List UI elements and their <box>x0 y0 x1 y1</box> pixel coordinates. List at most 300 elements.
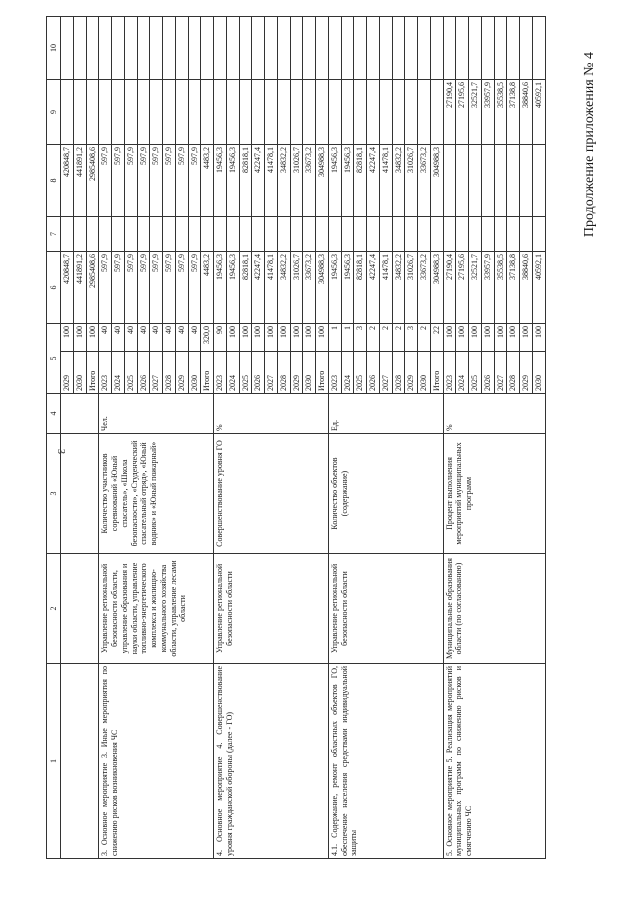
row-amount: 42247,4 <box>252 252 265 324</box>
row-amount <box>99 80 112 145</box>
row-amount <box>481 145 494 217</box>
row-amount <box>354 17 367 80</box>
row-amount <box>316 17 329 80</box>
row-year: 2029 <box>290 352 303 394</box>
row-amount <box>112 17 125 80</box>
row-year: 2029 <box>405 352 418 394</box>
row-year: 2027 <box>150 352 163 394</box>
row-value: 40 <box>163 324 176 352</box>
row-amount <box>303 17 316 80</box>
row-amount <box>443 145 456 217</box>
row-year: 2029 <box>61 352 74 394</box>
row-amount <box>290 80 303 145</box>
row-amount: 19456,3 <box>341 252 354 324</box>
row-amount <box>214 80 227 145</box>
row-amount <box>137 80 150 145</box>
row-year: 2030 <box>532 352 545 394</box>
row-amount <box>137 17 150 80</box>
unit: % <box>443 394 545 434</box>
row-year: 2023 <box>99 352 112 394</box>
table-row <box>328 17 341 859</box>
row-value: 100 <box>469 324 482 352</box>
row-amount: 42247,4 <box>367 145 380 217</box>
row-amount <box>532 145 545 217</box>
executor: Управление региональной безопасности области, управление образования и науки области, управление топливно-энергетического комплекса и жилищно-коммунального хозяйства области, управление лесами области <box>99 554 214 664</box>
row-amount: 32521,7 <box>469 80 482 145</box>
header-cell: 4 <box>47 394 61 434</box>
row-amount: 597,9 <box>124 145 137 217</box>
table-row <box>61 17 74 859</box>
row-amount <box>456 217 469 252</box>
row-amount <box>226 17 239 80</box>
row-amount <box>328 17 341 80</box>
row-amount: 31026,7 <box>290 252 303 324</box>
row-amount <box>443 17 456 80</box>
row-year: 2026 <box>367 352 380 394</box>
row-amount: 597,9 <box>137 145 150 217</box>
row-amount <box>481 217 494 252</box>
row-amount <box>418 80 431 145</box>
row-year: 2024 <box>226 352 239 394</box>
row-amount <box>226 80 239 145</box>
row-amount: 82818,1 <box>354 145 367 217</box>
row-amount <box>150 217 163 252</box>
header-cell: 8 <box>47 145 61 217</box>
row-amount: 304988,3 <box>316 145 329 217</box>
row-amount <box>316 80 329 145</box>
header-cell: 7 <box>47 217 61 252</box>
row-amount: 82818,1 <box>239 145 252 217</box>
row-value: 100 <box>520 324 533 352</box>
row-amount <box>61 217 74 252</box>
row-amount: 19456,3 <box>214 252 227 324</box>
row-amount <box>239 17 252 80</box>
row-amount: 34832,2 <box>277 145 290 217</box>
row-amount: 41478,1 <box>379 252 392 324</box>
row-amount: 19456,3 <box>328 145 341 217</box>
row-value: 3 <box>354 324 367 352</box>
row-amount: 35538,5 <box>494 80 507 145</box>
row-amount <box>392 217 405 252</box>
row-value: 100 <box>252 324 265 352</box>
row-amount: 2985408,6 <box>86 145 99 217</box>
row-value: 1 <box>328 324 341 352</box>
row-year: 2025 <box>239 352 252 394</box>
row-amount <box>86 17 99 80</box>
row-year: 2023 <box>214 352 227 394</box>
row-amount: 40592,1 <box>532 80 545 145</box>
row-amount: 82818,1 <box>354 252 367 324</box>
row-amount <box>520 217 533 252</box>
row-year: 2028 <box>507 352 520 394</box>
row-amount: 35538,5 <box>494 252 507 324</box>
row-year: 2027 <box>265 352 278 394</box>
row-amount <box>163 80 176 145</box>
row-amount: 32521,7 <box>469 252 482 324</box>
row-amount: 4483,2 <box>201 145 214 217</box>
row-year: 2024 <box>456 352 469 394</box>
row-amount: 33673,2 <box>303 252 316 324</box>
row-amount <box>124 80 137 145</box>
table-row <box>99 17 112 859</box>
row-year: 2026 <box>137 352 150 394</box>
row-amount <box>392 80 405 145</box>
row-amount: 31026,7 <box>405 252 418 324</box>
table-row <box>443 17 456 859</box>
row-year: 2030 <box>188 352 201 394</box>
row-value: 100 <box>316 324 329 352</box>
row-amount: 34832,2 <box>392 252 405 324</box>
row-value: 100 <box>73 324 86 352</box>
row-amount: 33673,2 <box>303 145 316 217</box>
row-amount <box>392 17 405 80</box>
row-value: 40 <box>124 324 137 352</box>
row-amount: 597,9 <box>99 145 112 217</box>
row-amount <box>328 80 341 145</box>
row-amount: 2985408,6 <box>86 252 99 324</box>
row-amount: 31026,7 <box>290 145 303 217</box>
row-amount <box>405 217 418 252</box>
row-value: 22 <box>430 324 443 352</box>
row-value: 100 <box>290 324 303 352</box>
row-amount: 420848,7 <box>61 145 74 217</box>
row-amount: 41478,1 <box>265 145 278 217</box>
row-value: 100 <box>494 324 507 352</box>
row-amount: 597,9 <box>124 252 137 324</box>
row-amount: 33673,2 <box>418 145 431 217</box>
row-amount <box>367 80 380 145</box>
row-amount: 27195,6 <box>456 252 469 324</box>
row-amount <box>265 17 278 80</box>
row-amount <box>354 80 367 145</box>
row-amount: 19456,3 <box>226 145 239 217</box>
row-year: 2028 <box>392 352 405 394</box>
row-amount <box>163 17 176 80</box>
row-year: 2023 <box>443 352 456 394</box>
row-amount <box>99 217 112 252</box>
row-year: 2029 <box>175 352 188 394</box>
row-year: 2027 <box>494 352 507 394</box>
row-amount: 597,9 <box>188 145 201 217</box>
row-amount: 37138,8 <box>507 252 520 324</box>
header-cell: 2 <box>47 554 61 664</box>
row-year: 2025 <box>354 352 367 394</box>
row-amount <box>469 145 482 217</box>
row-amount <box>124 17 137 80</box>
row-year: 2023 <box>328 352 341 394</box>
row-amount: 40592,1 <box>532 252 545 324</box>
row-amount <box>277 17 290 80</box>
row-amount <box>188 80 201 145</box>
row-amount <box>175 17 188 80</box>
row-amount: 441891,2 <box>73 252 86 324</box>
blank-cell <box>61 434 99 554</box>
row-amount <box>481 17 494 80</box>
row-value: 2 <box>418 324 431 352</box>
row-value: 40 <box>175 324 188 352</box>
row-amount <box>99 17 112 80</box>
row-amount <box>418 217 431 252</box>
row-amount <box>328 217 341 252</box>
row-year: 2030 <box>303 352 316 394</box>
row-amount: 41478,1 <box>265 252 278 324</box>
row-amount: 304988,3 <box>430 145 443 217</box>
header-cell: 9 <box>47 80 61 145</box>
row-amount <box>354 217 367 252</box>
activity-name: 4.1. Содержание, ремонт областных объектов ГО, обеспечение населения средствами индивидуальной защиты <box>328 664 443 859</box>
header-cell: 5 <box>47 324 61 394</box>
row-amount <box>214 217 227 252</box>
unit: Чел. <box>99 394 214 434</box>
row-value: 100 <box>277 324 290 352</box>
page-number: 3 <box>55 449 66 454</box>
row-amount <box>520 17 533 80</box>
row-amount <box>341 80 354 145</box>
row-amount <box>188 217 201 252</box>
row-year: 2026 <box>481 352 494 394</box>
row-year: 2027 <box>379 352 392 394</box>
row-year: 2030 <box>73 352 86 394</box>
blank-cell <box>61 554 99 664</box>
row-year: Итого <box>201 352 214 394</box>
row-value: 100 <box>481 324 494 352</box>
row-amount: 27195,6 <box>456 80 469 145</box>
header-cell: 6 <box>47 252 61 324</box>
row-amount <box>112 217 125 252</box>
row-amount: 597,9 <box>163 252 176 324</box>
row-amount <box>61 17 74 80</box>
row-amount: 441891,2 <box>73 145 86 217</box>
row-amount <box>430 80 443 145</box>
row-amount <box>469 17 482 80</box>
row-amount <box>405 80 418 145</box>
row-amount <box>201 17 214 80</box>
row-amount <box>86 217 99 252</box>
row-value: 40 <box>112 324 125 352</box>
row-amount <box>379 80 392 145</box>
row-amount <box>469 217 482 252</box>
row-amount <box>277 217 290 252</box>
row-amount <box>430 217 443 252</box>
indicator: Совершенствование уровня ГО <box>214 434 329 554</box>
indicator: Количество участников соревнований «Юный спасатель», «Школа безопасности», «Студенческий спасательный отряд», «Юный водник» и «Юный пожарный» <box>99 434 214 554</box>
blank-cell <box>61 664 99 859</box>
row-amount <box>188 17 201 80</box>
row-amount: 597,9 <box>137 252 150 324</box>
unit: Ед. <box>328 394 443 434</box>
row-value: 40 <box>188 324 201 352</box>
row-value: 90 <box>214 324 227 352</box>
row-amount <box>150 17 163 80</box>
row-amount: 33957,9 <box>481 80 494 145</box>
row-value: 40 <box>150 324 163 352</box>
row-value: 100 <box>303 324 316 352</box>
indicator: Процент выполнения мероприятий муниципальных программ <box>443 434 545 554</box>
row-amount <box>239 217 252 252</box>
row-value: 40 <box>137 324 150 352</box>
row-amount: 597,9 <box>175 252 188 324</box>
row-amount: 597,9 <box>163 145 176 217</box>
row-amount <box>290 17 303 80</box>
row-amount: 42247,4 <box>252 145 265 217</box>
header-cell: 3 <box>47 434 61 554</box>
row-amount <box>379 17 392 80</box>
row-value: 2 <box>379 324 392 352</box>
row-amount: 37138,8 <box>507 80 520 145</box>
row-amount <box>124 217 137 252</box>
row-amount <box>520 145 533 217</box>
row-amount: 34832,2 <box>392 145 405 217</box>
row-amount <box>290 217 303 252</box>
row-year: Итого <box>430 352 443 394</box>
row-amount: 597,9 <box>99 252 112 324</box>
row-amount: 420848,7 <box>61 252 74 324</box>
row-amount: 38840,6 <box>520 252 533 324</box>
row-amount: 304988,3 <box>316 252 329 324</box>
row-amount: 597,9 <box>188 252 201 324</box>
row-value: 100 <box>456 324 469 352</box>
row-year: 2024 <box>341 352 354 394</box>
row-amount <box>456 17 469 80</box>
row-amount: 27190,4 <box>443 80 456 145</box>
row-value: 100 <box>61 324 74 352</box>
row-value: 3 <box>405 324 418 352</box>
row-amount: 41478,1 <box>379 145 392 217</box>
row-value: 2 <box>392 324 405 352</box>
row-year: 2028 <box>277 352 290 394</box>
row-amount <box>150 80 163 145</box>
row-amount <box>418 17 431 80</box>
row-amount <box>316 217 329 252</box>
blank-cell <box>61 394 99 434</box>
row-amount <box>239 80 252 145</box>
row-value: 100 <box>532 324 545 352</box>
row-amount <box>507 217 520 252</box>
row-amount <box>494 145 507 217</box>
header-row <box>47 17 61 859</box>
row-amount <box>532 17 545 80</box>
row-amount: 82818,1 <box>239 252 252 324</box>
row-amount <box>430 17 443 80</box>
activity-name: 5. Основное мероприятие 5. Реализация мероприятий муниципальных программ по снижению рисков и смягчению ЧС <box>443 664 545 859</box>
row-amount <box>61 80 74 145</box>
row-value: 100 <box>265 324 278 352</box>
executor: Муниципальные образования области (по согласованию) <box>443 554 545 664</box>
row-amount <box>265 217 278 252</box>
row-amount <box>456 145 469 217</box>
row-amount: 27190,4 <box>443 252 456 324</box>
row-amount: 19456,3 <box>214 145 227 217</box>
indicator: Количество объектов (содержание) <box>328 434 443 554</box>
row-amount: 19456,3 <box>328 252 341 324</box>
row-amount <box>201 80 214 145</box>
row-amount: 4483,2 <box>201 252 214 324</box>
row-amount <box>73 80 86 145</box>
row-amount <box>507 145 520 217</box>
table-row <box>214 17 227 859</box>
row-amount <box>86 80 99 145</box>
row-amount <box>175 217 188 252</box>
row-value: 100 <box>226 324 239 352</box>
row-year: 2028 <box>163 352 176 394</box>
row-amount <box>303 80 316 145</box>
row-value: 320,0 <box>201 324 214 352</box>
row-amount: 34832,2 <box>277 252 290 324</box>
row-amount: 31026,7 <box>405 145 418 217</box>
row-amount <box>532 217 545 252</box>
row-value: 100 <box>239 324 252 352</box>
row-year: 2025 <box>124 352 137 394</box>
row-amount <box>507 17 520 80</box>
row-amount <box>443 217 456 252</box>
row-amount <box>73 217 86 252</box>
row-amount <box>252 17 265 80</box>
executor: Управление региональной безопасности области <box>214 554 329 664</box>
row-value: 100 <box>443 324 456 352</box>
row-amount: 19456,3 <box>341 145 354 217</box>
header-cell: 1 <box>47 664 61 859</box>
row-amount <box>494 17 507 80</box>
row-value: 2 <box>367 324 380 352</box>
row-amount: 33957,9 <box>481 252 494 324</box>
row-amount: 597,9 <box>112 252 125 324</box>
row-amount <box>201 217 214 252</box>
row-year: 2029 <box>520 352 533 394</box>
row-value: 40 <box>99 324 112 352</box>
row-amount <box>405 17 418 80</box>
row-year: 2030 <box>418 352 431 394</box>
row-value: 100 <box>507 324 520 352</box>
executor: Управление региональной безопасности области <box>328 554 443 664</box>
row-value: 1 <box>341 324 354 352</box>
row-amount <box>163 217 176 252</box>
appendix-caption: Продолжение приложения № 4 <box>582 52 597 238</box>
row-amount: 38840,6 <box>520 80 533 145</box>
program-table <box>46 16 546 859</box>
row-amount: 42247,4 <box>367 252 380 324</box>
row-amount: 597,9 <box>150 252 163 324</box>
row-amount <box>252 80 265 145</box>
row-amount: 304988,3 <box>430 252 443 324</box>
row-amount: 33673,2 <box>418 252 431 324</box>
row-year: 2024 <box>112 352 125 394</box>
row-year: 2025 <box>469 352 482 394</box>
unit: % <box>214 394 329 434</box>
row-year: Итого <box>86 352 99 394</box>
row-amount <box>367 217 380 252</box>
row-amount <box>277 80 290 145</box>
row-amount <box>252 217 265 252</box>
row-amount <box>175 80 188 145</box>
row-amount <box>341 217 354 252</box>
row-amount <box>379 217 392 252</box>
row-year: Итого <box>316 352 329 394</box>
row-amount: 597,9 <box>150 145 163 217</box>
row-amount: 597,9 <box>175 145 188 217</box>
row-amount: 19456,3 <box>226 252 239 324</box>
row-amount <box>367 17 380 80</box>
row-amount <box>137 217 150 252</box>
row-amount <box>226 217 239 252</box>
row-amount <box>73 17 86 80</box>
row-amount <box>214 17 227 80</box>
activity-name: 4. Основное мероприятие 4. Совершенствование уровня гражданской обороны (далее - ГО) <box>214 664 329 859</box>
row-amount <box>112 80 125 145</box>
row-value: 100 <box>86 324 99 352</box>
activity-name: 3. Основное мероприятие 3. Иные мероприятия по снижению рисков возникновения ЧС <box>99 664 214 859</box>
row-year: 2026 <box>252 352 265 394</box>
row-amount <box>265 80 278 145</box>
